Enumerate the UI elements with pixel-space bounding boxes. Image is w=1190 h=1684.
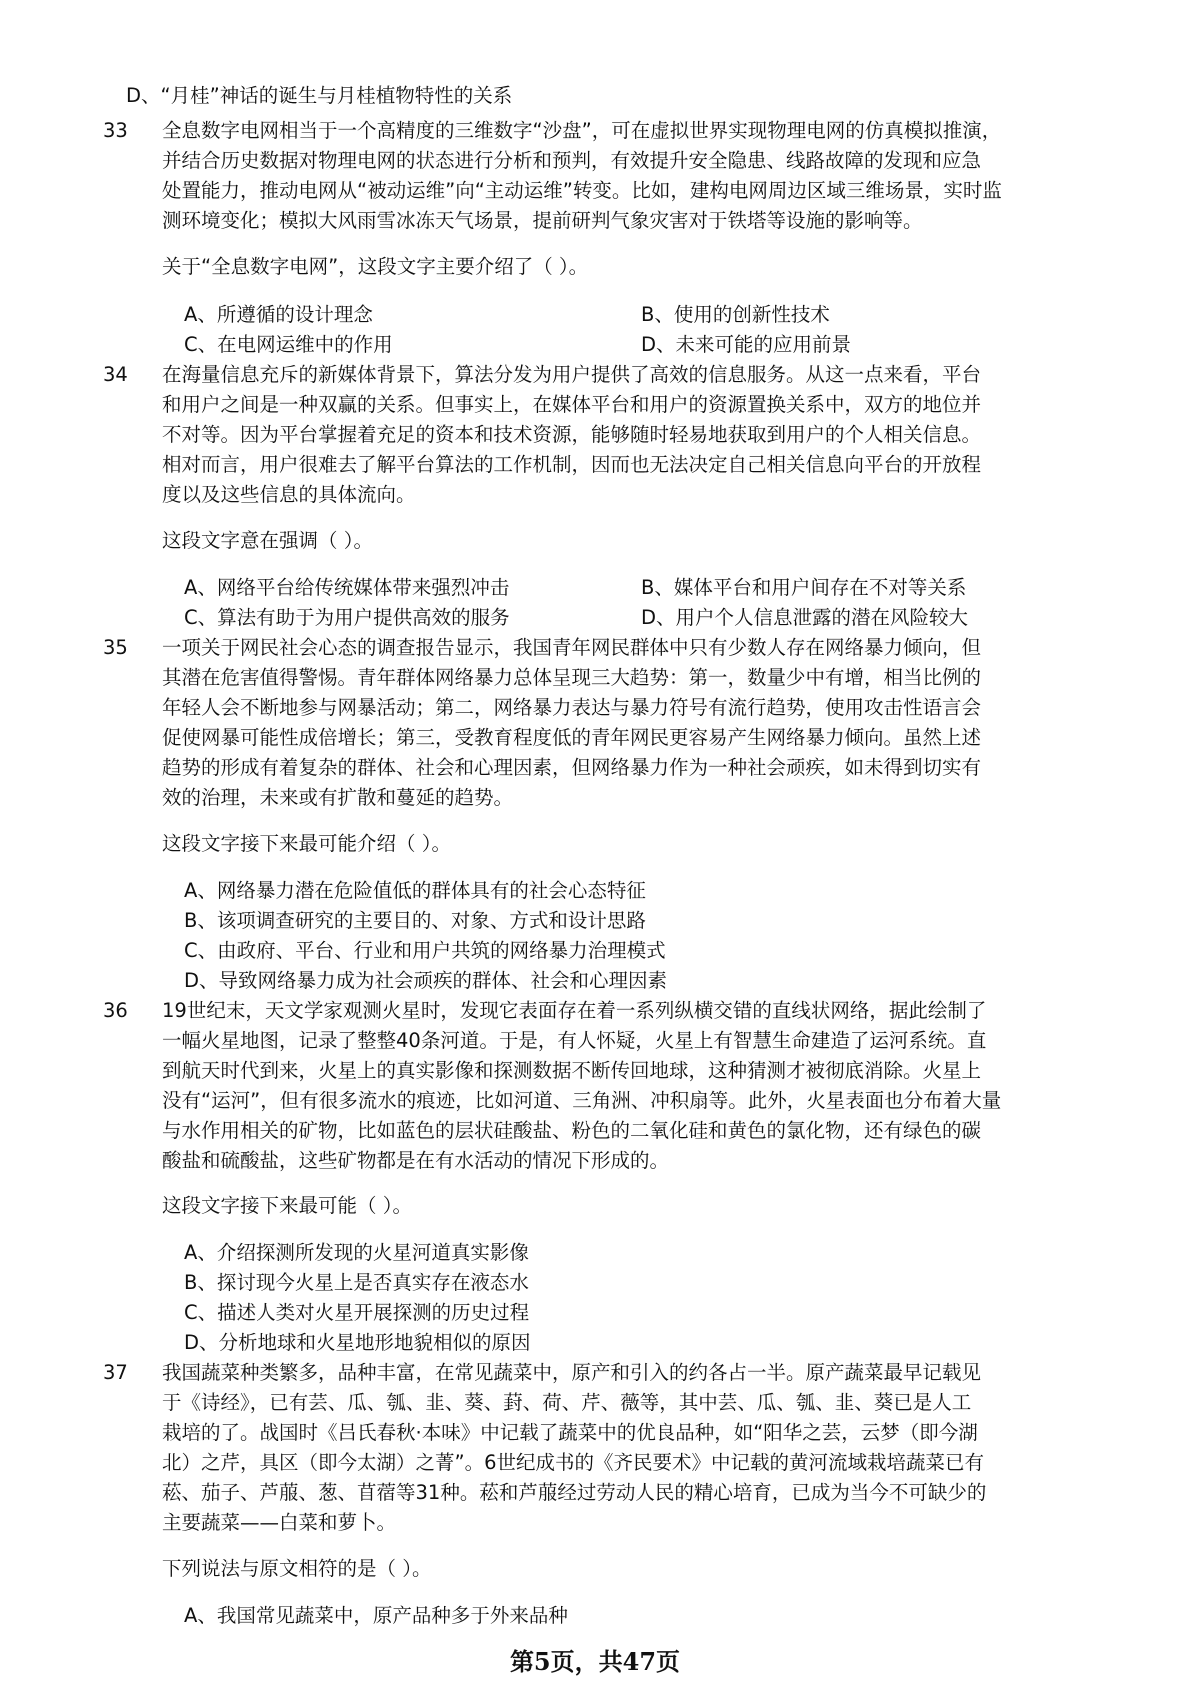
option-a[interactable]: A、我国常见蔬菜中，原产品种多于外来品种 xyxy=(184,1604,568,1627)
question-prompt: 这段文字接下来最可能介绍（ ）。 xyxy=(162,832,451,855)
passage-line: 北）之芹，具区（即今太湖）之菁”。6世纪成书的《齐民要术》中记载的黄河流域栽培蔬菜已有 xyxy=(162,1451,985,1474)
passage-line: 年轻人会不断地参与网暴活动；第二，网络暴力表达与暴力符号有流行趋势，使用攻击性语言会 xyxy=(162,696,982,719)
passage-line: 一幅火星地图，记录了整整40条河道。于是，有人怀疑，火星上有智慧生命建造了运河系统。直 xyxy=(162,1029,987,1052)
passage-line: 主要蔬菜——白菜和萝卜。 xyxy=(162,1511,397,1534)
question-number: 35 xyxy=(103,636,128,659)
option-d[interactable]: D、用户个人信息泄露的潜在风险较大 xyxy=(641,606,969,629)
question-prompt: 这段文字接下来最可能（ ）。 xyxy=(162,1194,412,1217)
passage-line: 促使网暴可能性成倍增长；第三，受教育程度低的青年网民更容易产生网络暴力倾向。虽然上述 xyxy=(162,726,982,749)
option-c[interactable]: C、算法有助于为用户提供高效的服务 xyxy=(184,606,510,629)
option-d[interactable]: D、分析地球和火星地形地貌相似的原因 xyxy=(184,1331,531,1354)
page-number: 第5页，共47页 xyxy=(509,1647,681,1676)
passage-line: 在海量信息充斥的新媒体背景下，算法分发为用户提供了高效的信息服务。从这一点来看，平台 xyxy=(162,363,982,386)
passage-line: 测环境变化；模拟大风雨雪冰冻天气场景，提前研判气象灾害对于铁塔等设施的影响等。 xyxy=(162,209,923,232)
question-prompt: 关于“全息数字电网”，这段文字主要介绍了（ ）。 xyxy=(162,255,589,278)
passage-line: 相对而言，用户很难去了解平台算法的工作机制，因而也无法决定自己相关信息向平台的开放程 xyxy=(162,453,982,476)
passage-line: 酸盐和硫酸盐，这些矿物都是在有水活动的情况下形成的。 xyxy=(162,1149,670,1172)
option-b[interactable]: B、使用的创新性技术 xyxy=(641,303,830,326)
question-number: 34 xyxy=(103,363,128,386)
option-c[interactable]: C、由政府、平台、行业和用户共筑的网络暴力治理模式 xyxy=(184,939,666,962)
passage-line: 我国蔬菜种类繁多，品种丰富，在常见蔬菜中，原产和引入的约各占一半。原产蔬菜最早记载见 xyxy=(162,1361,982,1384)
option-c[interactable]: C、在电网运维中的作用 xyxy=(184,333,393,356)
option-d[interactable]: D、未来可能的应用前景 xyxy=(641,333,852,356)
option-d[interactable]: D、导致网络暴力成为社会顽疾的群体、社会和心理因素 xyxy=(184,969,668,992)
question-number: 36 xyxy=(103,999,128,1022)
question-number: 37 xyxy=(103,1361,128,1384)
passage-line: 与水作用相关的矿物，比如蓝色的层状硅酸盐、粉色的二氧化硅和黄色的氯化物，还有绿色的碳 xyxy=(162,1119,982,1142)
passage-line: 全息数字电网相当于一个高精度的三维数字“沙盘”，可在虚拟世界实现物理电网的仿真模拟推演， xyxy=(162,119,1002,142)
option-b[interactable]: B、探讨现今火星上是否真实存在液态水 xyxy=(184,1271,529,1294)
passage-line: 不对等。因为平台掌握着充足的资本和技术资源，能够随时轻易地获取到用户的个人相关信息。 xyxy=(162,423,982,446)
passage-line: 度以及这些信息的具体流向。 xyxy=(162,483,416,506)
passage-line: 效的治理，未来或有扩散和蔓延的趋势。 xyxy=(162,786,514,809)
passage-line: 其潜在危害值得警惕。青年群体网络暴力总体呈现三大趋势：第一，数量少中有增，相当比例的 xyxy=(162,666,982,689)
passage-line: 趋势的形成有着复杂的群体、社会和心理因素，但网络暴力作为一种社会顽疾，如未得到切实有 xyxy=(162,756,982,779)
passage-line: 处置能力，推动电网从“被动运维”向“主动运维”转变。比如，建构电网周边区域三维场景，实时监 xyxy=(162,179,1002,202)
passage-line: 一项关于网民社会心态的调查报告显示，我国青年网民群体中只有少数人存在网络暴力倾向，但 xyxy=(162,636,982,659)
question-prompt: 这段文字意在强调（ ）。 xyxy=(162,529,373,552)
passage-line: 菘、茄子、芦菔、葱、苜蓿等31种。菘和芦菔经过劳动人民的精心培育，已成为当今不可缺少的 xyxy=(162,1481,987,1504)
option-b[interactable]: B、该项调查研究的主要目的、对象、方式和设计思路 xyxy=(184,909,646,932)
option-c[interactable]: C、描述人类对火星开展探测的历史过程 xyxy=(184,1301,530,1324)
passage-line: 并结合历史数据对物理电网的状态进行分析和预判，有效提升安全隐患、线路故障的发现和应急 xyxy=(162,149,982,172)
passage-line: 栽培的了。战国时《吕氏春秋·本味》中记载了蔬菜中的优良品种，如“阳华之芸，云梦（即今湖 xyxy=(162,1421,978,1444)
option-b[interactable]: B、媒体平台和用户间存在不对等关系 xyxy=(641,576,967,599)
passage-line: 于《诗经》，已有芸、瓜、瓠、韭、葵、葑、荷、芹、薇等，其中芸、瓜、瓠、韭、葵已是人工 xyxy=(162,1391,972,1414)
question-prompt: 下列说法与原文相符的是（ ）。 xyxy=(162,1557,432,1580)
option-a[interactable]: A、所遵循的设计理念 xyxy=(184,303,373,326)
passage-line: 19世纪末，天文学家观测火星时，发现它表面存在着一系列纵横交错的直线状网络，据此绘制了 xyxy=(162,999,987,1022)
passage-line: 没有“运河”，但有很多流水的痕迹，比如河道、三角洲、冲积扇等。此外，火星表面也分布着大量 xyxy=(162,1089,1002,1112)
passage-line: 到航天时代到来，火星上的真实影像和探测数据不断传回地球，这种猜测才被彻底消除。火星上 xyxy=(162,1059,982,1082)
option-a[interactable]: A、网络平台给传统媒体带来强烈冲击 xyxy=(184,576,510,599)
question-number: 33 xyxy=(103,119,128,142)
option-a[interactable]: A、介绍探测所发现的火星河道真实影像 xyxy=(184,1241,529,1264)
carry-over-option: D、“月桂”神话的诞生与月桂植物特性的关系 xyxy=(126,84,513,107)
passage-line: 和用户之间是一种双赢的关系。但事实上，在媒体平台和用户的资源置换关系中，双方的地位并 xyxy=(162,393,982,416)
option-a[interactable]: A、网络暴力潜在危险值低的群体具有的社会心态特征 xyxy=(184,879,646,902)
